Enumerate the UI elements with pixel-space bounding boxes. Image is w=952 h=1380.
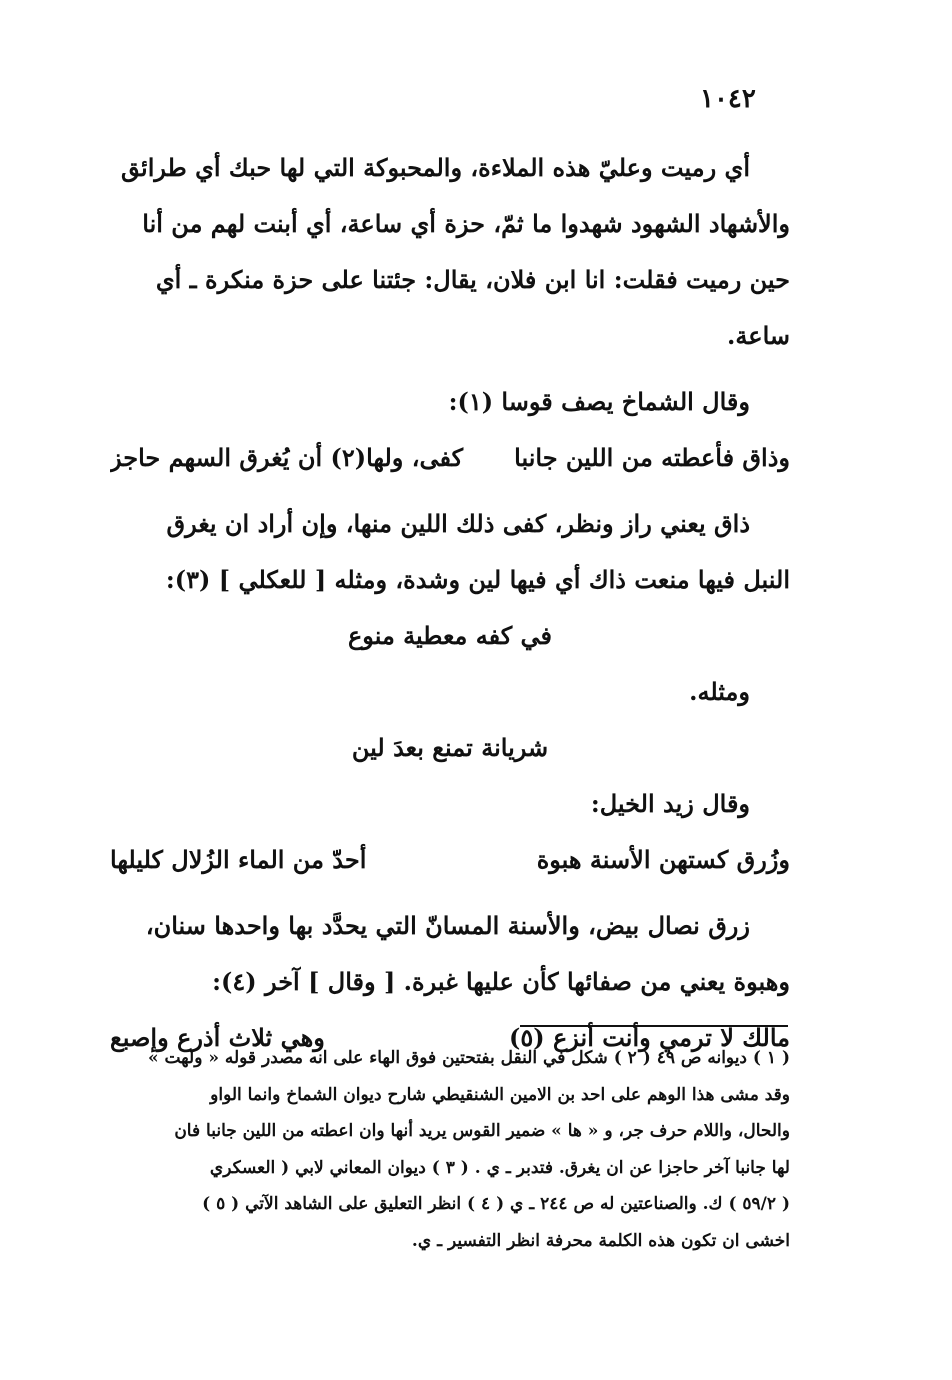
footnote-line: والحال، واللام حرف جر، و « ها » ضمير القوس يريد أنها وان اعطته من اللين جانبا فان [174,1121,790,1141]
footnotes [110,1040,790,1259]
footnote-line: اخشى ان تكون هذه الكلمة محرفة انظر التفسير ـ ي. [411,1230,790,1251]
text-line: ساعة. [727,321,790,350]
verse-first-hemistich: مالك لا ترمي وأنت أنزع (٥) [509,1023,790,1052]
footnote-line: ( ٥٩/٢ ) ك. والصناعتين له ص ٢٤٤ ـ ي ( ٤ ) انظر التعليق على الشاهد الآتي ( ٥ ) [202,1194,790,1214]
text-line: وهبوة يعني من صفائها كأن عليها غبرة. [ وقال ] آخر (٤): [212,967,790,996]
text-line: ومثله. [689,677,750,706]
text-line: أي رميت وعليّ هذه الملاءة، والمحبوكة التي لها حبك أي طرائق [121,153,750,182]
verse-intro: وقال زيد الخيل: [590,789,750,818]
text-line: ذاق يعني راز ونظر، كفى ذلك اللين منها، وإن أراد ان يغرق [166,509,750,538]
verse-second-hemistich: أحدّ من الماء الزُلال كليلها [110,845,367,874]
footnote-line: لها جانبا آخر حاجزا عن ان يغرق. فتدبر ـ ي . ( ٣ ) ديوان المعاني لابي ( العسكري [209,1157,790,1178]
footnote-divider [520,1025,788,1027]
verse-line [110,832,790,888]
text-line: النبل فيها منعت ذاك أي فيها لين وشدة، ومثله [ للعكلي ] (٣): [165,565,790,594]
page-number: ١٠٤٢ [700,84,756,114]
footnote-line: ( ١ ) ديوانه ص ٤٩ ( ٢ ) شكل في النقل بفتحتين فوق الهاء على انه مصدر قوله « ولهت » [147,1048,790,1068]
verse-first-hemistich: وزُرق كستهن الأسنة هبوة [536,845,790,874]
verse-second-hemistich: كفى، ولها(٢) أن يُغرق السهم حاجز [110,443,464,472]
main-text [110,140,790,1066]
text-line: حين رميت فقلت: انا ابن فلان، يقال: جئتنا على حزة منكرة ـ أي [155,265,790,294]
verse-intro: وقال الشماخ يصف قوسا (١): [448,387,750,416]
text-line: والأشهاد الشهود شهدوا ما ثمّ، حزة أي ساعة، أي أبنت لهم من أنا [142,209,790,238]
verse-first-hemistich: وذاق فأعطته من اللين جانبا [514,443,790,472]
quoted-verse: في كفه معطية منوع [347,621,553,650]
quoted-verse: شريانة تمنع بعدَ لين [351,733,549,762]
verse-line [110,430,790,486]
text-line: زرق نصال بيض، والأسنة المسانّ التي يحدَّد بها واحدها سنان، [145,911,750,940]
footnote-line: وقد مشى هذا الوهم على احد بن الامين الشنقيطي شارح ديوان الشماخ وانما الواو [210,1084,790,1105]
verse-second-hemistich: وهي ثلاث أذرع وإصبع [110,1023,325,1052]
